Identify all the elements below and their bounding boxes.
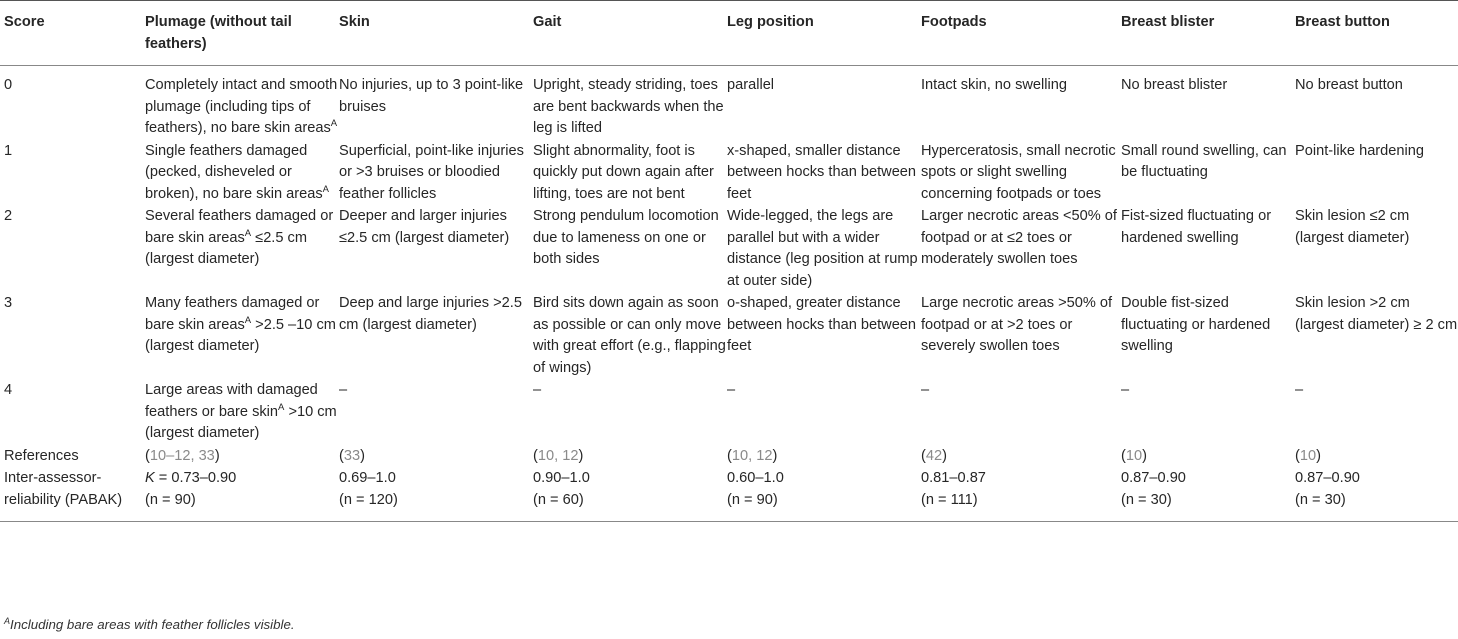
reliability-cell: 0.87–0.90 (n = 30) xyxy=(1121,468,1295,522)
plumage-cell: Single feathers damaged (pecked, disheveled or broken), no bare skin areas$^A$ xyxy=(145,142,329,202)
reference-cell: (33) xyxy=(339,447,365,464)
skin-cell: Deeper and larger injuries ≤2.5 cm (largest diameter) xyxy=(339,208,510,246)
blister-cell: Double fist-sized fluctuating or hardened swelling xyxy=(1121,295,1271,354)
gait-cell: Strong pendulum locomotion due to lameness on one or both sides xyxy=(533,208,719,267)
table-row xyxy=(0,293,1458,380)
table-row xyxy=(0,141,1458,207)
reliability-cell: 0.60–1.0 (n = 90) xyxy=(727,468,921,522)
reference-cell: (10, 12) xyxy=(727,447,778,464)
button-cell: Skin lesion >2 cm (largest diameter) ≥ 2 cm xyxy=(1295,295,1458,333)
reliability-cell: 0.90–1.0 (n = 60) xyxy=(533,468,727,522)
score-cell: 1 xyxy=(4,142,13,159)
leg-cell: – xyxy=(727,382,736,398)
leg-cell: o-shaped, greater distance between hocks than between feet xyxy=(727,295,917,354)
footpads-cell: Intact skin, no swelling xyxy=(921,77,1068,93)
footpads-cell: Large necrotic areas >50% of footpad or at >2 toes or severely swollen toes xyxy=(921,295,1113,354)
header-plumage: Plumage (without tail feathers) xyxy=(145,1,339,66)
reliability-cell: 0.87–0.90 (n = 30) xyxy=(1295,468,1458,522)
table-footnote: $^A$Including bare areas with feather follicles visible. xyxy=(4,616,295,632)
score-cell: 0 xyxy=(4,77,13,93)
gait-cell: Upright, steady striding, toes are bent backwards when the leg is lifted xyxy=(533,77,724,136)
reliability-row xyxy=(0,468,1458,522)
table-row xyxy=(0,66,1458,141)
button-cell: Point-like hardening xyxy=(1295,142,1424,159)
skin-cell: Superficial, point-like injuries or >3 bruises or bloodied feather follicles xyxy=(339,142,524,202)
skin-cell: Deep and large injuries >2.5 cm (largest diameter) xyxy=(339,295,522,333)
header-gait: Gait xyxy=(533,1,727,66)
reference-cell: (42) xyxy=(921,447,947,464)
leg-cell: x-shaped, smaller distance between hocks than between feet xyxy=(727,142,917,202)
reliability-label: Inter-assessor-reliability (PABAK) xyxy=(0,468,145,522)
score-cell: 2 xyxy=(4,208,13,224)
blister-cell: Small round swelling, can be fluctuating xyxy=(1121,142,1287,180)
footpads-cell: Larger necrotic areas <50% of footpad or at ≤2 toes or moderately swollen toes xyxy=(921,208,1117,267)
header-breast-blister: Breast blister xyxy=(1121,1,1295,66)
reliability-cell: 0.69–1.0 (n = 120) xyxy=(339,468,533,522)
footpads-cell: Hyperceratosis, small necrotic spots or slight swelling concerning footpads or toes xyxy=(921,142,1116,202)
blister-cell: – xyxy=(1121,382,1130,398)
header-footpads: Footpads xyxy=(921,1,1121,66)
header-leg-position: Leg position xyxy=(727,1,921,66)
plumage-cell: Completely intact and smooth plumage (including tips of feathers), no bare skin areas$^A$ xyxy=(145,77,338,136)
plumage-cell: Several feathers damaged or bare skin areas$^A$ ≤2.5 cm (largest diameter) xyxy=(145,208,334,267)
reference-link[interactable]: 10–12, 33 xyxy=(149,447,215,464)
blister-cell: No breast blister xyxy=(1121,77,1228,93)
table-row xyxy=(0,206,1458,293)
reliability-cell: K = 0.73–0.90 (n = 90) xyxy=(145,468,339,522)
header-row xyxy=(0,1,1458,66)
reference-link[interactable]: 10 xyxy=(1125,447,1143,464)
blister-cell: Fist-sized fluctuating or hardened swelling xyxy=(1121,208,1272,246)
plumage-cell: Large areas with damaged feathers or bare skin$^A$ >10 cm (largest diameter) xyxy=(145,382,337,441)
references-row xyxy=(0,446,1458,469)
reference-link[interactable]: 10, 12 xyxy=(537,447,579,464)
button-cell: Skin lesion ≤2 cm (largest diameter) xyxy=(1295,208,1410,246)
references-label: References xyxy=(4,447,79,464)
skin-cell: No injuries, up to 3 point-like bruises xyxy=(339,77,524,115)
reference-cell: (10–12, 33) xyxy=(145,447,220,464)
reference-cell: (10) xyxy=(1121,447,1147,464)
score-cell: 4 xyxy=(4,382,13,398)
gait-cell: Bird sits down again as soon as possible or can only move with great effort (e.g., flapping of wings) xyxy=(533,295,726,376)
header-score: Score xyxy=(0,1,145,66)
button-cell: – xyxy=(1295,382,1304,398)
gait-cell: – xyxy=(533,382,542,398)
leg-cell: Wide-legged, the legs are parallel but with a wider distance (leg position at rump at outer side) xyxy=(727,208,918,289)
reliability-cell: 0.81–0.87 (n = 111) xyxy=(921,468,1121,522)
reference-cell: (10) xyxy=(1295,447,1321,464)
reference-cell: (10, 12) xyxy=(533,447,584,464)
gait-cell: Slight abnormality, foot is quickly put down again after lifting, toes are not bent xyxy=(533,142,714,202)
leg-cell: parallel xyxy=(727,77,775,93)
reference-link[interactable]: 10 xyxy=(1299,447,1317,464)
table-row xyxy=(0,380,1458,446)
header-breast-button: Breast button xyxy=(1295,1,1458,66)
reference-link[interactable]: 33 xyxy=(343,447,361,464)
reference-link[interactable]: 42 xyxy=(925,447,943,464)
plumage-cell: Many feathers damaged or bare skin areas$^A$ >2.5 –10 cm (largest diameter) xyxy=(145,295,336,354)
reference-link[interactable]: 10, 12 xyxy=(731,447,773,464)
score-cell: 3 xyxy=(4,295,13,311)
header-skin: Skin xyxy=(339,1,533,66)
button-cell: No breast button xyxy=(1295,77,1403,93)
footpads-cell: – xyxy=(921,382,930,398)
skin-cell: – xyxy=(339,382,348,398)
